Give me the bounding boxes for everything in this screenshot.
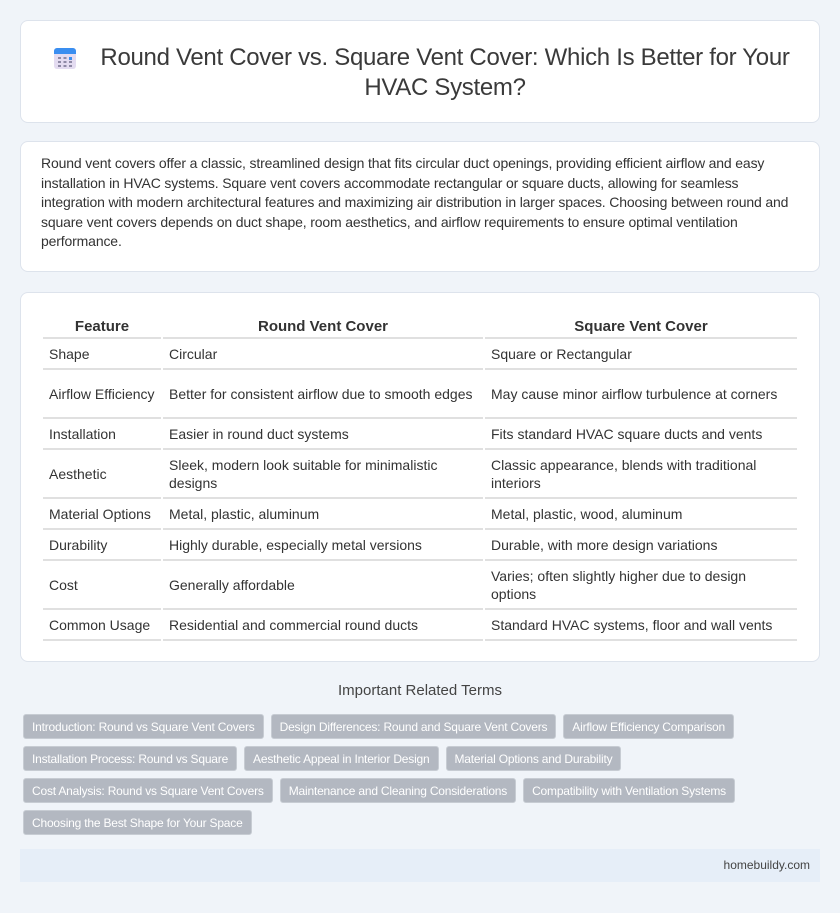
related-term-tag[interactable]: Choosing the Best Shape for Your Space [23, 810, 252, 835]
square-cell: Classic appearance, blends with traditional interiors [485, 450, 797, 499]
title-card [20, 20, 820, 123]
table-row [43, 499, 797, 530]
related-term-tag[interactable]: Design Differences: Round and Square Vent Covers [271, 714, 557, 739]
feature-cell: Common Usage [43, 610, 161, 641]
square-cell: Durable, with more design variations [485, 530, 797, 561]
table-header-row [43, 315, 797, 339]
header-square: Square Vent Cover [485, 315, 797, 339]
table-row [43, 339, 797, 370]
table-row [43, 450, 797, 499]
square-cell: Standard HVAC systems, floor and wall vents [485, 610, 797, 641]
related-term-tag[interactable]: Introduction: Round vs Square Vent Covers [23, 714, 264, 739]
related-term-tag[interactable]: Aesthetic Appeal in Interior Design [244, 746, 438, 771]
related-term-tag[interactable]: Installation Process: Round vs Square [23, 746, 237, 771]
round-cell: Metal, plastic, aluminum [163, 499, 483, 530]
square-cell: Square or Rectangular [485, 339, 797, 370]
related-term-tag[interactable]: Compatibility with Ventilation Systems [523, 778, 735, 803]
related-term-tag[interactable]: Maintenance and Cleaning Considerations [280, 778, 516, 803]
intro-paragraph: Round vent covers offer a classic, streamlined design that fits circular duct openings, providing efficient airflow and easy installation in HVAC systems. Square vent covers accommodate rectangular or square ducts, allowing for seamless integration with modern architectural features and maximizing air distribution in larger spaces. Choosing between round and square vent covers depends on duct shape, room aesthetics, and airflow requirements to ensure optimal ventilation performance. [41, 155, 789, 249]
related-term-tag[interactable]: Cost Analysis: Round vs Square Vent Covers [23, 778, 273, 803]
round-cell: Residential and commercial round ducts [163, 610, 483, 641]
related-term-tag[interactable]: Airflow Efficiency Comparison [563, 714, 734, 739]
table-row [43, 610, 797, 641]
site-name: homebuildy.com [723, 858, 810, 872]
comparison-table [41, 315, 799, 641]
intro-card [20, 141, 820, 272]
feature-cell: Airflow Efficiency [43, 370, 161, 419]
footer [20, 849, 820, 882]
related-terms-heading: Important Related Terms [338, 682, 502, 699]
round-cell: Highly durable, especially metal versions [163, 530, 483, 561]
table-row [43, 530, 797, 561]
calendar-icon [53, 46, 77, 70]
header-round: Round Vent Cover [163, 315, 483, 339]
round-cell: Circular [163, 339, 483, 370]
round-cell: Generally affordable [163, 561, 483, 610]
table-row [43, 561, 797, 610]
header-feature: Feature [43, 315, 161, 339]
related-term-tag[interactable]: Material Options and Durability [446, 746, 622, 771]
feature-cell: Aesthetic [43, 450, 161, 499]
feature-cell: Shape [43, 339, 161, 370]
feature-cell: Material Options [43, 499, 161, 530]
round-cell: Easier in round duct systems [163, 419, 483, 450]
round-cell: Sleek, modern look suitable for minimalistic designs [163, 450, 483, 499]
feature-cell: Installation [43, 419, 161, 450]
page-title: Round Vent Cover vs. Square Vent Cover: Which Is Better for Your HVAC System? [100, 44, 790, 101]
square-cell: Metal, plastic, wood, aluminum [485, 499, 797, 530]
table-row [43, 419, 797, 450]
comparison-card [20, 292, 820, 662]
table-row [43, 370, 797, 419]
square-cell: Fits standard HVAC square ducts and vents [485, 419, 797, 450]
square-cell: Varies; often slightly higher due to design options [485, 561, 797, 610]
feature-cell: Cost [43, 561, 161, 610]
feature-cell: Durability [43, 530, 161, 561]
related-terms-list [23, 714, 803, 835]
square-cell: May cause minor airflow turbulence at corners [485, 370, 797, 419]
round-cell: Better for consistent airflow due to smooth edges [163, 370, 483, 419]
